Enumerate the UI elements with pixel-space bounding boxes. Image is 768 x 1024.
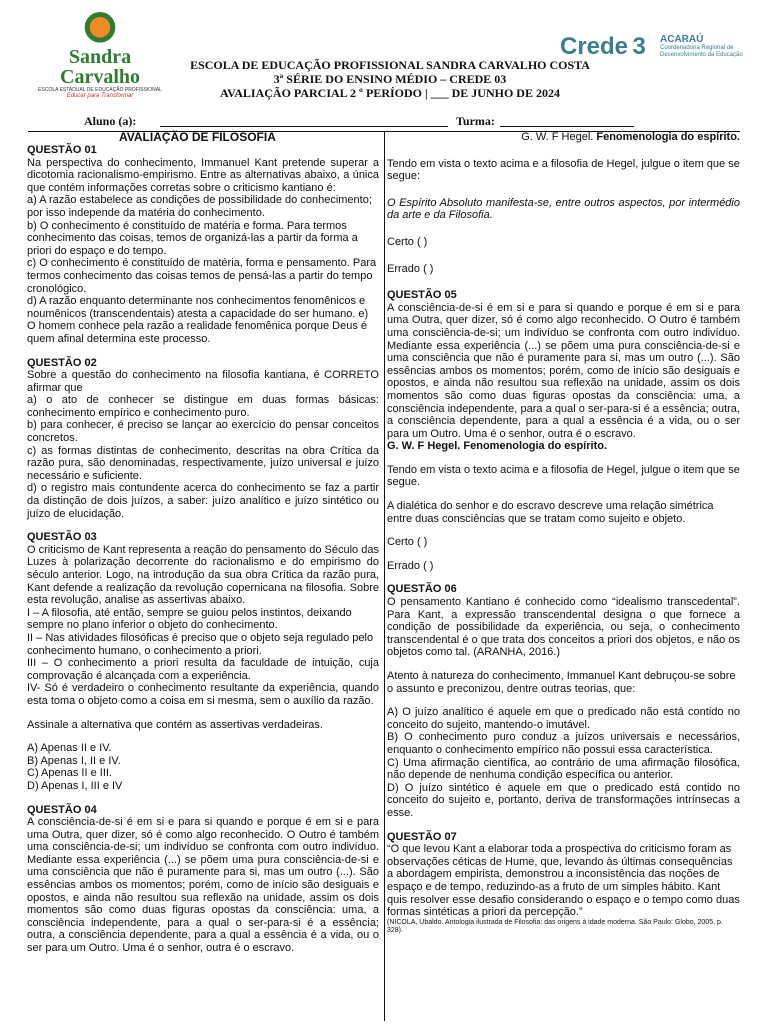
question-02-option-a: a) o ato de conhecer se distingue em duas formas básicas: conhecimento empírico e conhecimento puro. xyxy=(27,394,379,419)
question-03-assertion-iv: IV- Só é verdadeiro o conhecimento resultante da experiência, quando esta toma o objeto como a coisa em si mesma, sem o auxílio da razão. xyxy=(27,682,379,707)
question-05-reference: G. W. F Hegel. Fenomenologia do espírito. xyxy=(387,440,608,453)
question-03-prompt: Assinale a alternativa que contém as assertivas verdadeiras. xyxy=(27,718,323,731)
question-02-option-b: b) para conhecer, é preciso se lançar ao exercício do pensar conceitos concretos. xyxy=(27,419,379,445)
question-06-prompt: Atento à natureza do conhecimento, Immanuel Kant debruçou-se sobre o assunto e preconizou, dentre outras teorias, que: xyxy=(387,670,736,695)
question-07-title: QUESTÃO 07 xyxy=(387,830,457,843)
question-04-item: O Espírito Absoluto manifesta-se, entre outros aspectos, por intermédio da arte e da Filosofia. xyxy=(387,196,740,222)
exam-title: AVALIAÇÃO PARCIAL 2 º PERÍODO | ___ DE JUNHO DE 2024 xyxy=(220,86,560,100)
school-title: ESCOLA DE EDUCAÇÃO PROFISSIONAL SANDRA CARVALHO COSTA xyxy=(190,58,590,72)
grade-title: 3ª SÉRIE DO ENSINO MÉDIO – CREDE 03 xyxy=(273,72,507,86)
crede-number: 3 xyxy=(632,33,646,60)
question-06-text: O pensamento Kantiano é conhecido como “idealismo transcedental”. Para Kant, a expressão transcendental designa o que fornece a condição de possibilidade da experiência, ou seja, o conhecimento transcendental é o que trata dos conceitos a priori dos objetos, e não os objetos como tal. (ARANHA, 2016.) xyxy=(387,596,740,659)
header-titles xyxy=(160,58,620,100)
school-logo-name: Sandra Carvalho xyxy=(60,46,140,88)
question-03-assertion-ii: II – Nas atividades filosóficas é preciso que o objeto seja regulado pelo conhecimento humano, o conhecimento a priori. xyxy=(27,631,374,657)
question-07-text: “O que levou Kant a elaborar toda a prospectiva do criticismo foram as observações céticas de Hume, que, levando às últimas consequências a abordagem empirista, demonstrou a inconsistência das noções de espaço e de tempo, reduzindo-as a fruto de um simples hábito. Kant quis resolver esse desafio considerando o espaço e o tempo como duas formas sintéticas a priori da percepção.” xyxy=(387,843,740,919)
question-06-option-c: C) Uma afirmação científica, ao contrário de uma afirmação filosófica, não depende de nenhuma condição específica ou anterior. xyxy=(387,756,740,782)
question-06-title: QUESTÃO 06 xyxy=(387,583,457,596)
question-01-text: Na perspectiva do conhecimento, Immanuel Kant pretende superar a dicotomia racionalismo-empirismo. Entre as alternativas abaixo, a única que contém informações corretas sobre o criticismo kantiano é: xyxy=(27,156,379,194)
question-06-option-a: A) O juízo analítico é aquele em que o predicado não está contido no conceito do sujeito, mantendo-o imutável. xyxy=(387,706,740,731)
question-04-text: A consciência-de-si é em si e para si quando e porque é em si e para uma Outra, quer dizer, só é como algo reconhecido. O Outro é também uma consciência-de-si; um indivíduo se confronta com outro indivíduo. Mediante essa experiência (...) se põem uma pura consciência-de-si e uma consciência que não é puramente para si, mas um outro (...). São essências ambos os momentos; porém, como de início são desiguais e opostos, e ainda não resultou sua reflexão na unidade, assim os dois momentos são como duas figuras opostas da consciência: uma, a consciência independente, para a qual o ser-para-si é a essência; outra, a consciência dependente, para a qual a essência é a vida, ou o ser para um Outro. Uma é o senhor, outra é o escravo. xyxy=(27,816,379,955)
question-03-option-b: B) Apenas I, II e IV. xyxy=(27,754,121,767)
school-logo-subtitle: ESCOLA ESTADUAL DE EDUCAÇÃO PROFISSIONAL xyxy=(38,87,162,93)
crede-brand: Crede xyxy=(560,33,629,60)
question-03-option-d: D) Apenas I, III e IV xyxy=(27,779,123,792)
school-logo-tagline: Educar para Transformar xyxy=(66,93,134,99)
question-04-ref-work: Fenomenologia do espírito. xyxy=(596,131,740,143)
column-divider xyxy=(384,131,385,1021)
question-04-errado[interactable]: Errado ( ) xyxy=(387,262,434,275)
school-logo-icon xyxy=(83,12,117,46)
question-06-option-d: D) O juízo sintético é aquele em que o predicado está contido no conceito do sujeito e, portanto, deriva de transformações intrínsecas a esse. xyxy=(387,781,740,819)
question-03-text: O criticismo de Kant representa a reação do pensamento do Século das Luzes à polarização decorrente do racionalismo e do empirismo do século anterior. Logo, na introdução da sua obra Crítica da razão pura, Kant defende a realização da revolução copernicana na filosofia. Sobre esta revolução, analise as assertivas abaixo. xyxy=(27,543,379,607)
question-05-text: A consciência-de-si é em si e para si quando e porque é em si e para uma Outra, quer dizer, só é como algo reconhecido. O Outro é também uma consciência-de-si; um indivíduo se confronta com outro indivíduo. Mediante essa experiência (...) se põem uma pura consciência-de-si e uma consciência que não é puramente para si, mas um outro (...). São essências ambos os momentos; porém, como de início são desiguais e opostos, e ainda não resultou sua reflexão na unidade, assim os dois momentos são como duas figuras opostas da consciência: uma, a consciência independente, para a qual o ser-para-si é a essência; outra, a consciência dependente, para a qual a essência é a vida, ou o ser para um Outro. Uma é o senhor, outra é o escravo. xyxy=(387,301,740,440)
question-03-title: QUESTÃO 03 xyxy=(27,531,97,544)
crede-side xyxy=(660,34,752,59)
question-04-certo[interactable]: Certo ( ) xyxy=(387,235,428,248)
question-07-citation: (NICOLA, Ubaldo. Antologia ilustrada de Filosofia: das origens à idade moderna. São Paulo: Globo, 2005, p. 328). xyxy=(387,918,723,934)
question-05-title: QUESTÃO 05 xyxy=(387,289,457,302)
crede-city: ACARAÚ xyxy=(660,34,704,45)
question-01-option-c: c) O conhecimento é constituído de matéria, forma e pensamento. Para termos conhecimento das coisas temos de pensá-las a partir do tempo cronológico. xyxy=(27,257,377,295)
aluno-label: Aluno (a): xyxy=(84,114,137,128)
question-06-option-b: B) O conhecimento puro conduz a juízos universais e necessários, enquanto o conhecimento empírico não possui essa característica. xyxy=(387,731,740,756)
right-column xyxy=(387,131,740,935)
left-column xyxy=(27,131,379,955)
question-01-option-b: b) O conhecimento é constituído de matéria e forma. Para termos conhecimento das coisas, temos de organizá-las a partir da forma a priori do espaço e do tempo. xyxy=(27,219,358,257)
turma-label: Turma: xyxy=(456,114,495,128)
question-01-option-a: a) A razão estabelece as condições de possibilidade do conhecimento; por isso independe da matéria do conhecimento. xyxy=(27,194,372,219)
turma-field[interactable] xyxy=(500,126,634,127)
question-04-ref-author: G. W. F Hegel. xyxy=(521,131,597,143)
question-05-prompt: Tendo em vista o texto acima e a filosofia de Hegel, julgue o item que se segue. xyxy=(387,463,740,489)
question-02-option-d: d) o registro mais contundente acerca do conhecimento se faz a partir da distinção de dois juízos, a saber: juízo analítico e juízo sintético ou juízo de elucidação. xyxy=(27,482,379,520)
aluno-field[interactable] xyxy=(160,126,448,127)
question-02-option-c: c) as formas distintas de conhecimento, descritas na obra Crítica da razão pura, são denominadas, respectivamente, juízo universal e juízo necessário e suficiente. xyxy=(27,444,379,482)
question-01-title: QUESTÃO 01 xyxy=(27,144,97,156)
subject-title: AVALIAÇÃO DE FILOSOFIA xyxy=(119,130,276,144)
question-05-errado[interactable]: Errado ( ) xyxy=(387,559,434,572)
question-03-assertion-i: I – A filosofia, até então, sempre se guiou pelos instintos, deixando sempre no plano inferior o objeto do conhecimento. xyxy=(27,606,352,632)
question-03-option-c: C) Apenas II e III. xyxy=(27,767,112,780)
crede-subtitle: Coordenadoria Regional de Desenvolvimento da Educação xyxy=(660,45,743,58)
question-04-prompt: Tendo em vista o texto acima e a filosofia de Hegel, julgue o item que se segue: xyxy=(387,157,740,183)
question-05-certo[interactable]: Certo ( ) xyxy=(387,536,428,549)
question-05-item: A dialética do senhor e do escravo descreve uma relação simétrica entre duas consciências que se tratam como sujeito e objeto. xyxy=(387,500,714,525)
question-03-option-a: A) Apenas II e IV. xyxy=(27,742,112,755)
question-04-reference xyxy=(387,131,740,144)
question-01-option-d: d) A razão enquanto determinante nos conhecimentos fenomênicos e noumênicos (transcendentais) atesta a capacidade do ser humano. e) O homem conhece pela razão a realidade fenomênica porque Deus é quem afinal determina este processo. xyxy=(27,295,369,345)
school-logo xyxy=(30,12,170,99)
page-header xyxy=(0,0,768,100)
question-03-assertion-iii: III – O conhecimento a priori resulta da faculdade de intuição, cuja comprovação é alcançada com a experiência. xyxy=(27,657,379,682)
question-04-title: QUESTÃO 04 xyxy=(27,803,97,816)
question-02-text: Sobre a questão do conhecimento na filosofia kantiana, é CORRETO afirmar que xyxy=(27,369,379,394)
question-02-title: QUESTÃO 02 xyxy=(27,356,97,369)
